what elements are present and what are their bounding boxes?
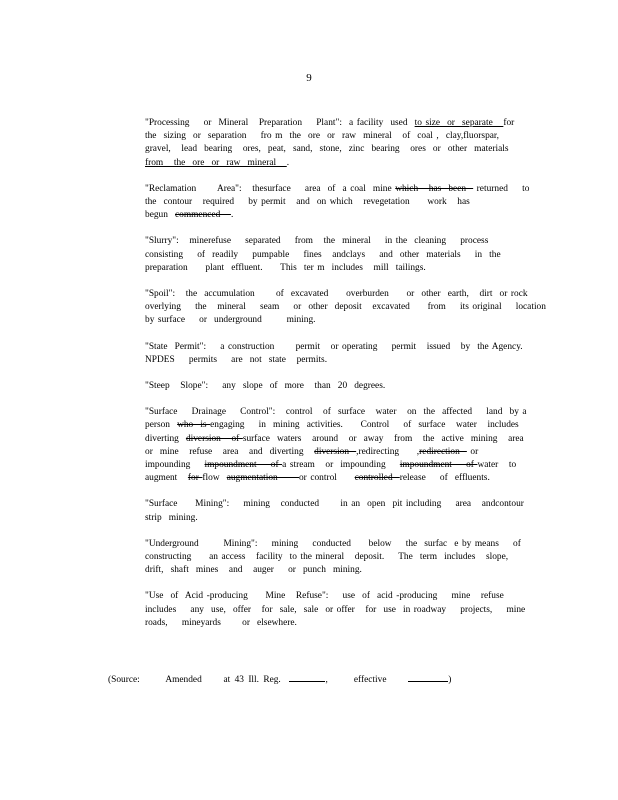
definition-line <box>145 590 529 603</box>
definition-line <box>145 551 529 564</box>
effective-date-blank <box>408 671 448 682</box>
definition-text: preparation plant effluent. This ter m includes mill tailings. <box>145 262 426 273</box>
definition-text: or control <box>298 473 355 484</box>
definition-text: or mine refuse area and diverting <box>145 446 315 457</box>
definition-text: augment <box>145 473 188 484</box>
definition-text: impounding <box>145 460 205 471</box>
definition-text: flow <box>202 473 227 484</box>
definition-line <box>145 380 529 393</box>
definition-text: gravel, lead bearing ores, peat, sand, stone, zinc bearing ores or other materials <box>145 144 509 155</box>
definition-line <box>145 183 529 196</box>
definition-line <box>145 262 529 275</box>
definition-line <box>145 419 529 432</box>
definition-line <box>145 498 529 511</box>
source-note <box>108 671 451 687</box>
definition-text: constructing an access facility to the mineral deposit. The term includes slope, <box>145 552 509 563</box>
struck-text: redirection <box>419 446 467 457</box>
definition-line <box>145 314 529 327</box>
source-open: (Source: <box>108 675 140 685</box>
definition-line <box>145 459 529 472</box>
struck-text: impoundment of <box>204 460 283 471</box>
definition-text: NPDES permits are not state permits. <box>145 354 328 365</box>
definition-text: water to <box>477 460 517 471</box>
definition-text: . <box>286 157 290 168</box>
inserted-text: from the ore or raw mineral <box>145 157 287 168</box>
source-amended: Amended <box>165 675 202 685</box>
source-comma: , <box>325 675 328 685</box>
struck-text: who is <box>177 420 211 431</box>
definition-text: by surface or underground mining. <box>145 315 316 326</box>
struck-text: for <box>187 473 203 484</box>
definition-line <box>145 117 529 130</box>
definition-underground-mining <box>145 538 529 578</box>
definition-reclamation-area <box>145 183 529 223</box>
definition-slurry <box>145 235 529 275</box>
definition-text: engaging in mining activities. Control of surface water includes <box>210 420 519 431</box>
source-close: ) <box>448 675 452 685</box>
definition-text: overlying the mineral seam or other deposit excavated from its original location <box>145 302 546 313</box>
definition-state-permit <box>145 341 529 367</box>
definition-text: a stream or impounding <box>282 460 400 471</box>
definition-line <box>145 564 529 577</box>
definition-text: "Processing or Mineral Preparation Plant": a facility used <box>145 118 415 128</box>
definition-text: "Use of Acid -producing Mine Refuse": use of acid -producing mine refuse <box>145 591 504 602</box>
definition-line <box>145 472 529 485</box>
definition-text: surface waters around or away from the active mining area <box>242 433 524 444</box>
definition-text: "State Permit": a construction permit or operating permit issued by the Agency. <box>145 341 523 352</box>
page-number: 9 <box>306 72 312 84</box>
struck-text: commenced <box>175 210 231 221</box>
definition-line <box>145 157 529 170</box>
definition-line <box>145 301 546 314</box>
definition-use-of-acid-producing-mine-refuse <box>145 590 529 630</box>
definition-line <box>145 617 529 630</box>
definition-text: "Steep Slope": any slope of more than 20 degrees. <box>145 381 386 392</box>
definition-line <box>145 209 529 222</box>
definition-line <box>145 446 529 459</box>
register-blank <box>289 671 325 682</box>
definition-text: "Spoil": the accumulation of excavated overburden or other earth, dirt or rock <box>145 289 528 300</box>
definition-text: release of effluents. <box>399 473 490 484</box>
definition-text: returned to <box>473 183 530 194</box>
definition-text: "Underground Mining": mining conducted below the surfac e by means of <box>145 538 521 549</box>
definition-text: begun <box>145 210 175 221</box>
definition-text: the sizing or separation fro m the ore or raw mineral of coal , clay,fluorspar, <box>145 131 500 142</box>
inserted-text: to size or separate <box>414 118 504 128</box>
definition-text: roads, mineyards or elsewhere. <box>145 617 297 628</box>
struck-text: impoundment of <box>399 460 478 471</box>
struck-text: diversion <box>314 446 357 457</box>
definition-processing-plant <box>145 117 529 170</box>
definition-text: drift, shaft mines and auger or punch mining. <box>145 565 362 576</box>
definition-line <box>145 196 529 209</box>
definition-text: consisting of readily pumpable fines andclays and other materials in the <box>145 249 501 260</box>
struck-text: augmentation <box>226 473 299 484</box>
definition-line <box>145 249 529 262</box>
definition-text: strip mining. <box>145 512 198 523</box>
definition-text: person <box>145 420 178 431</box>
definition-text: diverting <box>145 433 186 444</box>
definition-line <box>145 433 529 446</box>
definition-line <box>145 512 529 525</box>
definition-line <box>145 341 529 354</box>
source-register: at 43 Ill. Reg. <box>223 675 281 685</box>
definition-spoil <box>145 288 546 328</box>
struck-text: diversion of <box>185 433 243 444</box>
source-effective: effective <box>353 675 387 685</box>
definition-line <box>145 354 529 367</box>
definition-line <box>145 604 529 617</box>
definition-line <box>145 130 529 143</box>
definition-line <box>145 406 529 419</box>
definition-text: the contour required by permit and on which revegetation work has <box>145 197 470 208</box>
definitions-list <box>145 117 546 643</box>
definition-text: "Reclamation Area": thesurface area of a coal mine <box>145 183 396 194</box>
definition-line <box>145 235 529 248</box>
definition-text: ,redirecting , <box>356 446 420 457</box>
definition-line <box>145 143 529 156</box>
definition-text: . <box>230 210 234 221</box>
definition-text: "Slurry": minerefuse separated from the mineral in the cleaning process <box>145 236 489 247</box>
definition-text: or <box>466 446 479 457</box>
definition-line <box>145 538 529 551</box>
definition-text: "Surface Drainage Control": control of surface water on the affected land by a <box>145 407 527 418</box>
definition-surface-drainage-control <box>145 406 529 485</box>
struck-text: controlled <box>354 473 400 484</box>
definition-surface-mining <box>145 498 529 524</box>
struck-text: which has been <box>395 183 474 194</box>
definition-text: for <box>503 118 515 128</box>
definition-line <box>145 288 529 301</box>
definition-text: "Surface Mining": mining conducted in an open pit including area andcontour <box>145 499 524 510</box>
definition-steep-slope <box>145 380 529 393</box>
definition-text: includes any use, offer for sale, sale or offer for use in roadway projects, mine <box>145 604 526 615</box>
